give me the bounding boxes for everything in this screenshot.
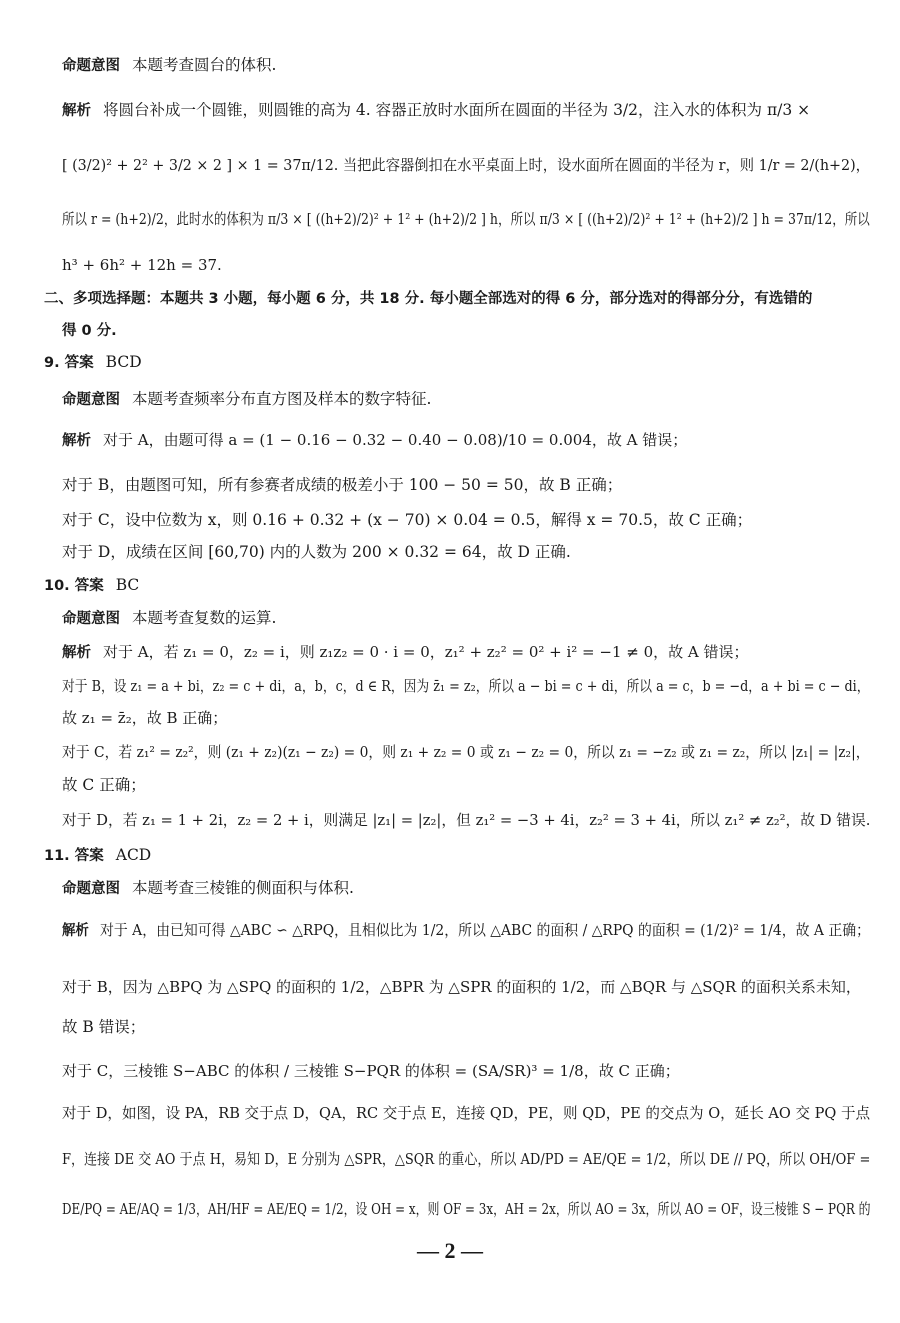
line-label: 命题意图: [62, 58, 120, 74]
text-line: [62, 428, 687, 453]
text-line: [62, 53, 276, 78]
line-text: F，连接 DE 交 AO 于点 H，易知 D，E 分别为 △SPR，△SQR 的重心，所以 AD/PD = AE/QE = 1/2，所以 DE // PQ，所以 OH/OF =: [62, 1150, 871, 1168]
line-text: ACD: [115, 846, 152, 864]
line-label: 11. 答案: [44, 848, 104, 864]
line-text: 对于 B，因为 △BPQ 为 △SPQ 的面积的 1/2，△BPR 为 △SPR 的面积的 1/2，而 △BQR 与 △SQR 的面积关系未知，: [62, 978, 861, 996]
line-text: 故 C 正确；: [62, 776, 146, 794]
line-text: 本题考查圆台的体积.: [132, 56, 277, 74]
line-label: 9. 答案: [44, 355, 94, 371]
text-line: [62, 387, 431, 412]
text-line: [44, 843, 151, 868]
line-text: 对于 C，若 z₁² = z₂²，则 (z₁ + z₂)(z₁ − z₂) = 0，则 z₁ + z₂ = 0 或 z₁ − z₂ = 0，所以 z₁ = −z₂ 或 z₁ = z₂，所以 |z₁| = |z₂|，: [62, 743, 870, 761]
line-text: 对于 D，成绩在区间 [60,70) 内的人数为 200 × 0.32 = 64，故 D 正确.: [62, 543, 571, 561]
line-text: [ (3/2)² + 2² + 3/2 × 2 ] × 1 = 37π/12. 当把此容器倒扣在水平桌面上时，设水面所在圆面的半径为 r，则 1/r = 2/(h+2)，: [62, 156, 870, 174]
text-line: [62, 876, 354, 901]
text-line: [62, 740, 870, 764]
line-text: 得 0 分.: [62, 323, 117, 339]
line-text: 对于 A，由题可得 a = (1 − 0.16 − 0.32 − 0.40 − 0.08)/10 = 0.004，故 A 错误；: [103, 431, 688, 449]
page-number: — 2 —: [417, 1238, 483, 1263]
text-line: [62, 207, 870, 231]
line-text: 二、多项选择题：本题共 3 小题，每小题 6 分，共 18 分. 每小题全部选对的得 6 分，部分选对的得部分分，有选错的: [44, 291, 813, 307]
line-text: 对于 A，若 z₁ = 0，z₂ = i，则 z₁z₂ = 0 · i = 0，z₁² + z₂² = 0² + i² = −1 ≠ 0，故 A 错误；: [103, 643, 749, 661]
line-text: 故 z₁ = z̄₂，故 B 正确；: [62, 709, 228, 727]
text-line: [62, 98, 810, 123]
text-line: [62, 1059, 680, 1083]
text-line: [62, 1015, 145, 1039]
line-text: 对于 B，设 z₁ = a + bi，z₂ = c + di，a，b，c，d ∈ R，因为 z̄₁ = z₂，所以 a − bi = c + di，所以 a = c，b = −d，a + bi = c − di，: [62, 677, 870, 695]
text-line: [62, 975, 861, 999]
text-line: [62, 773, 146, 797]
line-text: 本题考查复数的运算.: [132, 609, 277, 627]
line-text: 本题考查三棱锥的侧面积与体积.: [132, 879, 354, 897]
text-line: [62, 808, 870, 832]
text-line: [62, 706, 227, 730]
line-text: 对于 C，三棱锥 S−ABC 的体积 / 三棱锥 S−PQR 的体积 = (SA/SR)³ = 1/8，故 C 正确；: [62, 1062, 680, 1080]
line-label: 命题意图: [62, 881, 120, 897]
text-line: [62, 253, 222, 277]
line-label: 解析: [62, 645, 91, 661]
line-label: 解析: [62, 433, 91, 449]
text-line: [62, 918, 870, 943]
text-line: [62, 606, 276, 631]
line-text: BCD: [105, 353, 142, 371]
line-text: BC: [115, 576, 140, 594]
line-label: 命题意图: [62, 611, 120, 627]
line-label: 解析: [62, 103, 91, 119]
line-text: 对于 A，由已知可得 △ABC ∽ △RPQ，且相似比为 1/2，所以 △ABC 的面积 / △RPQ 的面积 = (1/2)² = 1/4，故 A 正确；: [99, 921, 871, 939]
line-label: 10. 答案: [44, 578, 104, 594]
text-line: [62, 540, 571, 564]
section-heading: [62, 318, 117, 343]
text-line: [62, 473, 622, 497]
line-label: 命题意图: [62, 392, 120, 408]
line-label: 解析: [62, 923, 89, 939]
text-line: [44, 573, 139, 598]
line-text: 故 B 错误；: [62, 1018, 146, 1036]
line-text: 所以 r = (h+2)/2，此时水的体积为 π/3 × [ ((h+2)/2)² + 1² + (h+2)/2 ] h，所以 π/3 × [ ((h+2)/2)² + 1² + (h+2)/2 ] h = 37π/12，所以: [62, 210, 870, 228]
section-heading: [44, 286, 812, 311]
line-text: 对于 D，如图，设 PA，RB 交于点 D，QA，RC 交于点 E，连接 QD，PE，则 QD，PE 的交点为 O，延长 AO 交 PQ 于点: [62, 1104, 871, 1122]
text-line: [62, 1147, 870, 1171]
text-line: [62, 153, 870, 177]
text-line: [62, 1197, 871, 1221]
line-text: 将圆台补成一个圆锥，则圆锥的高为 4. 容器正放时水面所在圆面的半径为 3/2，注入水的体积为 π/3 ×: [103, 101, 811, 119]
line-text: 对于 D，若 z₁ = 1 + 2i，z₂ = 2 + i，则满足 |z₁| = |z₂|，但 z₁² = −3 + 4i，z₂² = 3 + 4i，所以 z₁² ≠ z₂²，故 D 错误.: [62, 811, 871, 829]
line-text: 本题考查频率分布直方图及样本的数字特征.: [132, 390, 432, 408]
text-line: [62, 640, 749, 665]
text-line: [62, 1101, 870, 1125]
line-text: h³ + 6h² + 12h = 37.: [62, 256, 222, 274]
line-text: 对于 C，设中位数为 x，则 0.16 + 0.32 + (x − 70) × 0.04 = 0.5，解得 x = 70.5，故 C 正确；: [62, 511, 753, 529]
line-text: DE/PQ = AE/AQ = 1/3，AH/HF = AE/EQ = 1/2，设 OH = x，则 OF = 3x，AH = 2x，所以 AO = 3x，所以 AO = OF，设三棱锥 S − PQR 的: [62, 1200, 871, 1218]
text-line: [62, 508, 752, 532]
text-line: [62, 674, 870, 698]
line-text: 对于 B，由题图可知，所有参赛者成绩的极差小于 100 − 50 = 50，故 B 正确；: [62, 476, 623, 494]
text-line: [44, 350, 142, 375]
